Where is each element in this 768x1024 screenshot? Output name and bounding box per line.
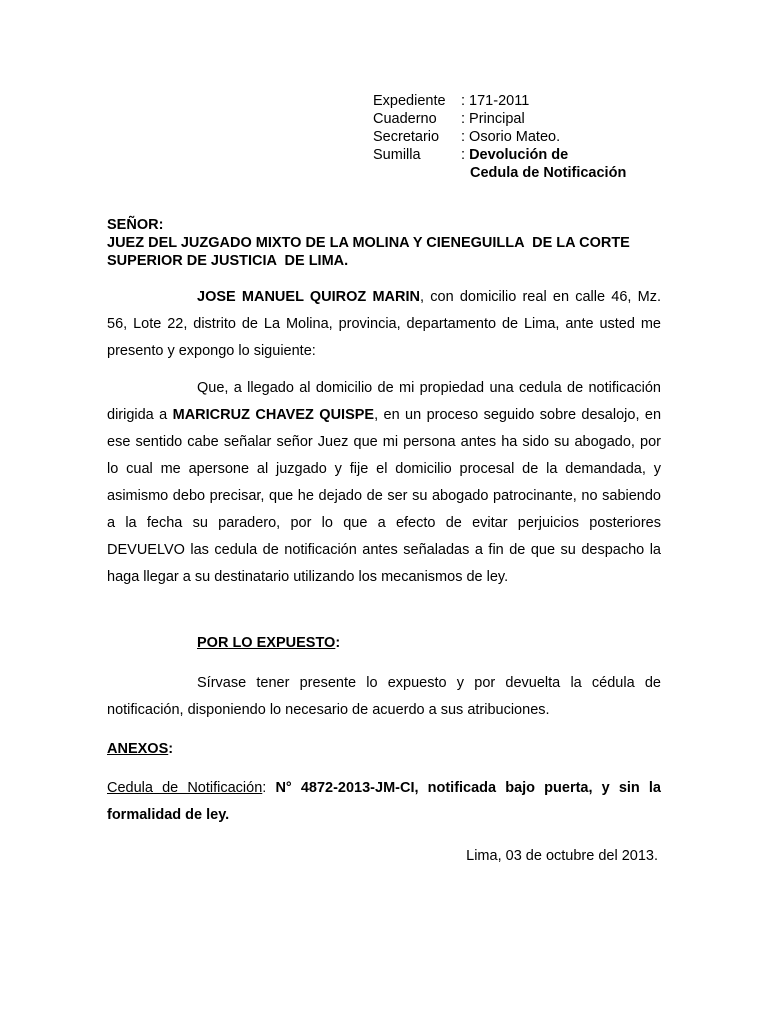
anexos-item bbox=[107, 775, 661, 829]
addressee-line1: SEÑOR: bbox=[107, 217, 164, 233]
expediente-row bbox=[373, 92, 626, 110]
addressee-line2: JUEZ DEL JUZGADO MIXTO DE LA MOLINA Y CIENEGUILLA DE LA CORTE bbox=[107, 235, 630, 251]
body-paragraph bbox=[107, 375, 661, 591]
body-text-after: , en un proceso seguido sobre desalojo, en ese sentido cabe señalar señor Juez que mi persona antes ha sido su abogado, por lo cual me apersone al juzgado y fije el domicilio procesal de la demandada, y asimismo debo precisar, que he dejado de ser su abogado patrocinante, no sabiendo a la fecha su paradero, por lo que a efecto de evitar perjuicios posteriores DEVUELVO las cedula de notificación antes señaladas a fin de que su despacho la haga llegar a su destinatario utilizando los mecanismos de ley. bbox=[107, 407, 662, 585]
sumilla-colon: : bbox=[461, 147, 470, 163]
expediente-label: Expediente bbox=[373, 93, 446, 109]
closing-date: Lima, 03 de octubre del 2013. bbox=[466, 848, 658, 864]
por-lo-expuesto-colon: : bbox=[335, 635, 341, 651]
anexos-item-label: Cedula de Notificación bbox=[107, 780, 263, 796]
expediente-value: : 171-2011 bbox=[461, 93, 530, 109]
sumilla-line1: Devolución de bbox=[469, 147, 569, 163]
addressee-name: MARICRUZ CHAVEZ QUISPE bbox=[172, 407, 375, 423]
secretario-row bbox=[373, 128, 626, 146]
sumilla-value bbox=[461, 146, 568, 164]
body-text-before: Que, a llegado al domicilio de mi propiedad una cedula de notificación dirigida a bbox=[107, 380, 661, 423]
sumilla-label: Sumilla bbox=[373, 147, 421, 163]
addressee-line3: SUPERIOR DE JUSTICIA DE LIMA. bbox=[107, 253, 349, 269]
sumilla-line2: Cedula de Notificación bbox=[470, 165, 627, 181]
cuaderno-value: : Principal bbox=[461, 111, 525, 127]
cuaderno-label: Cuaderno bbox=[373, 111, 437, 127]
secretario-label: Secretario bbox=[373, 129, 440, 145]
anexos-item-colon: : bbox=[262, 780, 276, 796]
anexos-label: ANEXOS bbox=[107, 741, 169, 757]
anexos-heading bbox=[107, 736, 173, 763]
anexos-colon: : bbox=[168, 741, 174, 757]
por-lo-expuesto-heading bbox=[197, 630, 340, 657]
intro-text: , con domicilio real en calle 46, Mz. 56, Lote 22, distrito de La Molina, provincia, departamento de Lima, ante usted me presento y expongo lo siguiente: bbox=[107, 289, 661, 359]
anexos-item-text: N° 4872-2013-JM-CI, notificada bajo puerta, y sin la formalidad de ley. bbox=[107, 780, 661, 823]
intro-paragraph bbox=[107, 284, 661, 365]
petitioner-name: JOSE MANUEL QUIROZ MARIN bbox=[197, 289, 421, 305]
sumilla-row bbox=[373, 146, 626, 164]
request-paragraph: Sírvase tener presente lo expuesto y por devuelta la cédula de notificación, disponiendo lo necesario de acuerdo a sus atribuciones. bbox=[107, 675, 661, 718]
cuaderno-row bbox=[373, 110, 626, 128]
addressee bbox=[107, 216, 663, 270]
por-lo-expuesto-label: POR LO EXPUESTO bbox=[197, 635, 336, 651]
case-header bbox=[373, 92, 626, 182]
secretario-value: : Osorio Mateo. bbox=[461, 129, 561, 145]
